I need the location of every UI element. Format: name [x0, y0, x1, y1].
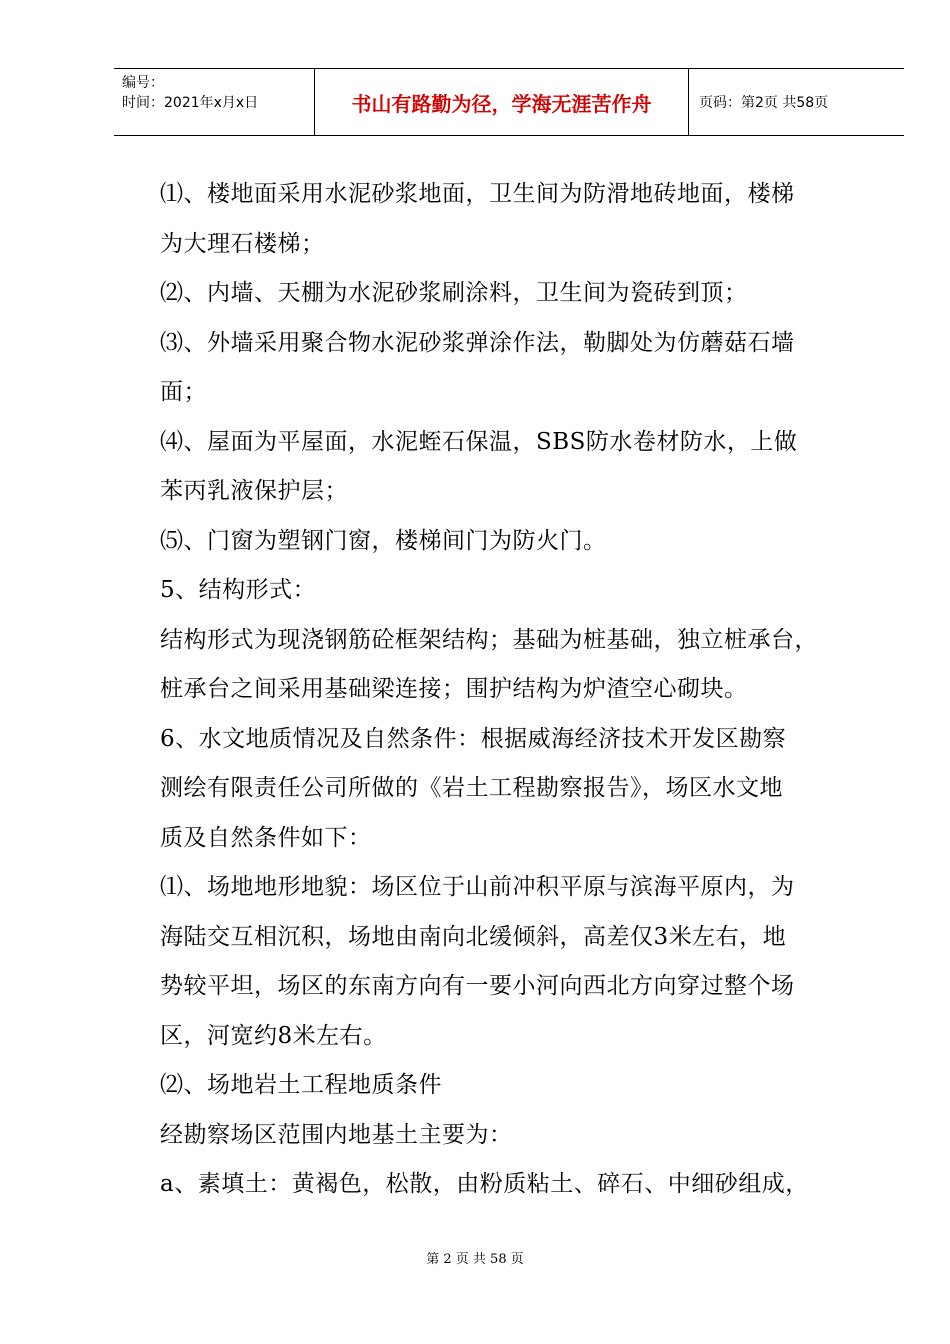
body-line: 5、结构形式： — [160, 577, 317, 603]
body-line: 为大理石楼梯； — [160, 230, 325, 257]
body-line: 桩承台之间采用基础梁连接；围护结构为炉渣空心砌块。 — [160, 676, 748, 702]
body-line: ⑶、外墙采用聚合物水泥砂浆弹涂作法，勒脚处为仿蘑菇石墙 — [160, 329, 795, 356]
body-line: 面； — [160, 379, 207, 405]
header-meta — [114, 69, 315, 135]
body-line: a、素填土：黄褐色，松散，由粉质粘土、碎石、中细砂组成， — [160, 1171, 809, 1197]
body-line: ⑷、屋面为平屋面，水泥蛭石保温，SBS防水卷材防水，上做 — [160, 428, 798, 455]
body-line: 势较平坦，场区的东南方向有一要小河向西北方向穿过整个场 — [160, 973, 795, 999]
body-line: ⑴、场地地形地貌：场区位于山前冲积平原与滨海平原内，为 — [160, 874, 795, 900]
page-footer: 第 2 页 共 58 页 — [426, 1252, 524, 1267]
document-number: 编号： — [122, 75, 164, 91]
document-body — [160, 170, 872, 1210]
body-line: ⑵、场地岩土工程地质条件 — [160, 1072, 442, 1098]
header-page-info: 页码：第2页 共58页 — [699, 95, 829, 111]
body-line: 区，河宽约8米左右。 — [160, 1022, 387, 1049]
document-time: 时间：2021年x月x日 — [122, 95, 259, 111]
body-line: 经勘察场区范围内地基土主要为： — [160, 1121, 513, 1148]
body-line: 苯丙乳液保护层； — [160, 478, 348, 504]
body-line: 海陆交互相沉积，场地由南向北缓倾斜，高差仅3米左右，地 — [160, 923, 787, 950]
body-line: 结构形式为现浇钢筋砼框架结构；基础为桩基础，独立桩承台， — [160, 626, 818, 653]
page-header — [114, 68, 904, 136]
header-motto: 书山有路勤为径，学海无涯苦作舟 — [315, 69, 689, 135]
body-line: 质及自然条件如下： — [160, 824, 372, 851]
body-line: 测绘有限责任公司所做的《岩土工程勘察报告》，场区水文地 — [160, 775, 783, 801]
body-line: ⑴、楼地面采用水泥砂浆地面，卫生间为防滑地砖地面，楼梯 — [160, 181, 795, 207]
body-line: 6、水文地质情况及自然条件：根据威海经济技术开发区勘察 — [160, 725, 787, 752]
body-line: ⑵、内墙、天棚为水泥砂浆刷涂料，卫生间为瓷砖到顶； — [160, 280, 748, 306]
body-line: ⑸、门窗为塑钢门窗，楼梯间门为防火门。 — [160, 527, 607, 554]
